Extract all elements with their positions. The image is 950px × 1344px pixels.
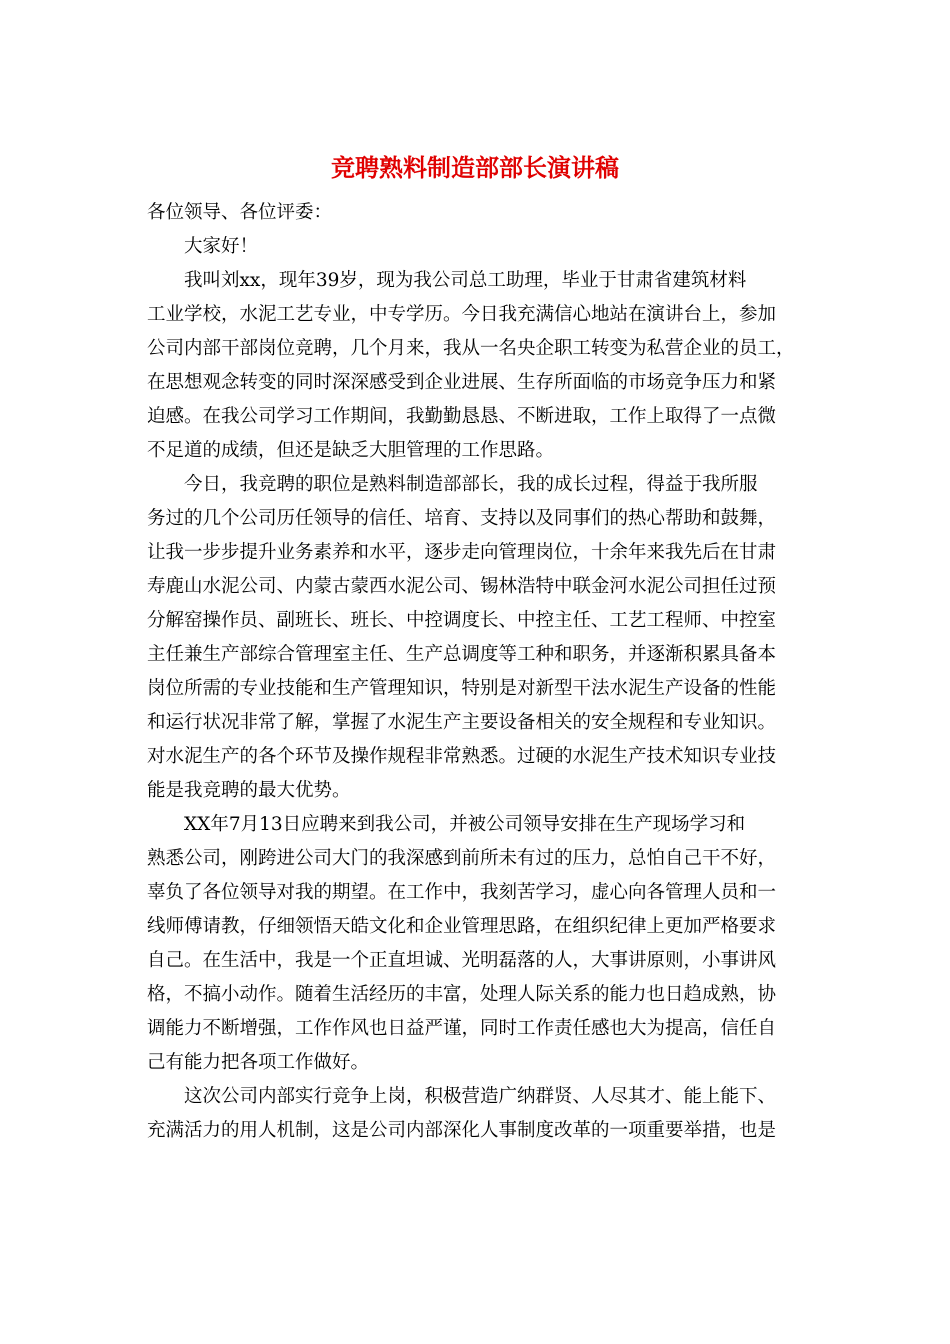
text-line: 充满活力的用人机制，这是公司内部深化人事制度改革的一项重要举措，也是 <box>147 1120 777 1141</box>
text-line: 今日，我竞聘的职位是熟料制造部部长，我的成长过程，得益于我所服 <box>184 474 758 495</box>
text-line: 不足道的成绩，但还是缺乏大胆管理的工作思路。 <box>147 440 555 461</box>
text-line: 己有能力把各项工作做好。 <box>147 1052 370 1073</box>
text-line: 岗位所需的专业技能和生产管理知识，特别是对新型干法水泥生产设备的性能 <box>147 678 777 699</box>
text-line: 主任兼生产部综合管理室主任、生产总调度等工种和职务，并逐渐积累具备本 <box>147 644 777 665</box>
text-line: 调能力不断增强，工作作风也日益严谨，同时工作责任感也大为提高，信任自 <box>147 1018 777 1039</box>
text-line: 这次公司内部实行竞争上岗，积极营造广纳群贤、人尽其才、能上能下、 <box>184 1086 777 1107</box>
document-title: 竞聘熟料制造部部长演讲稿 <box>331 153 619 182</box>
text-line: 在思想观念转变的同时深深感受到企业进展、生存所面临的市场竞争压力和紧 <box>147 372 777 393</box>
text-line: 我叫刘xx，现年39岁，现为我公司总工助理，毕业于甘肃省建筑材料 <box>184 270 747 291</box>
text-line: 工业学校，水泥工艺专业，中专学历。今日我充满信心地站在演讲台上，参加 <box>147 304 777 325</box>
text-line: 格，不搞小动作。随着生活经历的丰富，处理人际关系的能力也日趋成熟，协 <box>147 984 777 1005</box>
text-line: 务过的几个公司历任领导的信任、培育、支持以及同事们的热心帮助和鼓舞， <box>147 508 777 529</box>
text-line: 辜负了各位领导对我的期望。在工作中，我刻苦学习，虚心向各管理人员和一 <box>147 882 777 903</box>
text-line: 寿鹿山水泥公司、内蒙古蒙西水泥公司、锡林浩特中联金河水泥公司担任过预 <box>147 576 777 597</box>
text-line: 各位领导、各位评委： <box>147 202 333 223</box>
text-line: 大家好！ <box>184 236 259 257</box>
text-line: 熟悉公司，刚跨进公司大门的我深感到前所未有过的压力，总怕自己干不好， <box>147 848 777 869</box>
document-body <box>147 196 809 1148</box>
text-line: 对水泥生产的各个环节及操作规程非常熟悉。过硬的水泥生产技术知识专业技 <box>147 746 777 767</box>
text-line: 让我一步步提升业务素养和水平，逐步走向管理岗位，十余年来我先后在甘肃 <box>147 542 777 563</box>
text-line: 分解窑操作员、副班长、班长、中控调度长、中控主任、工艺工程师、中控室 <box>147 610 777 631</box>
text-line: 迫感。在我公司学习工作期间，我勤勤恳恳、不断进取，工作上取得了一点微 <box>147 406 777 427</box>
text-line: XX年7月13日应聘来到我公司，并被公司领导安排在生产现场学习和 <box>184 814 746 835</box>
text-line: 公司内部干部岗位竞聘，几个月来，我从一名央企职工转变为私营企业的员工， <box>147 338 795 359</box>
text-line: 线师傅请教，仔细领悟天皓文化和企业管理思路，在组织纪律上更加严格要求 <box>147 916 777 937</box>
text-line: 能是我竞聘的最大优势。 <box>147 780 351 801</box>
text-line: 自己。在生活中，我是一个正直坦诚、光明磊落的人，大事讲原则，小事讲风 <box>147 950 777 971</box>
text-line: 和运行状况非常了解，掌握了水泥生产主要设备相关的安全规程和专业知识。 <box>147 712 777 733</box>
